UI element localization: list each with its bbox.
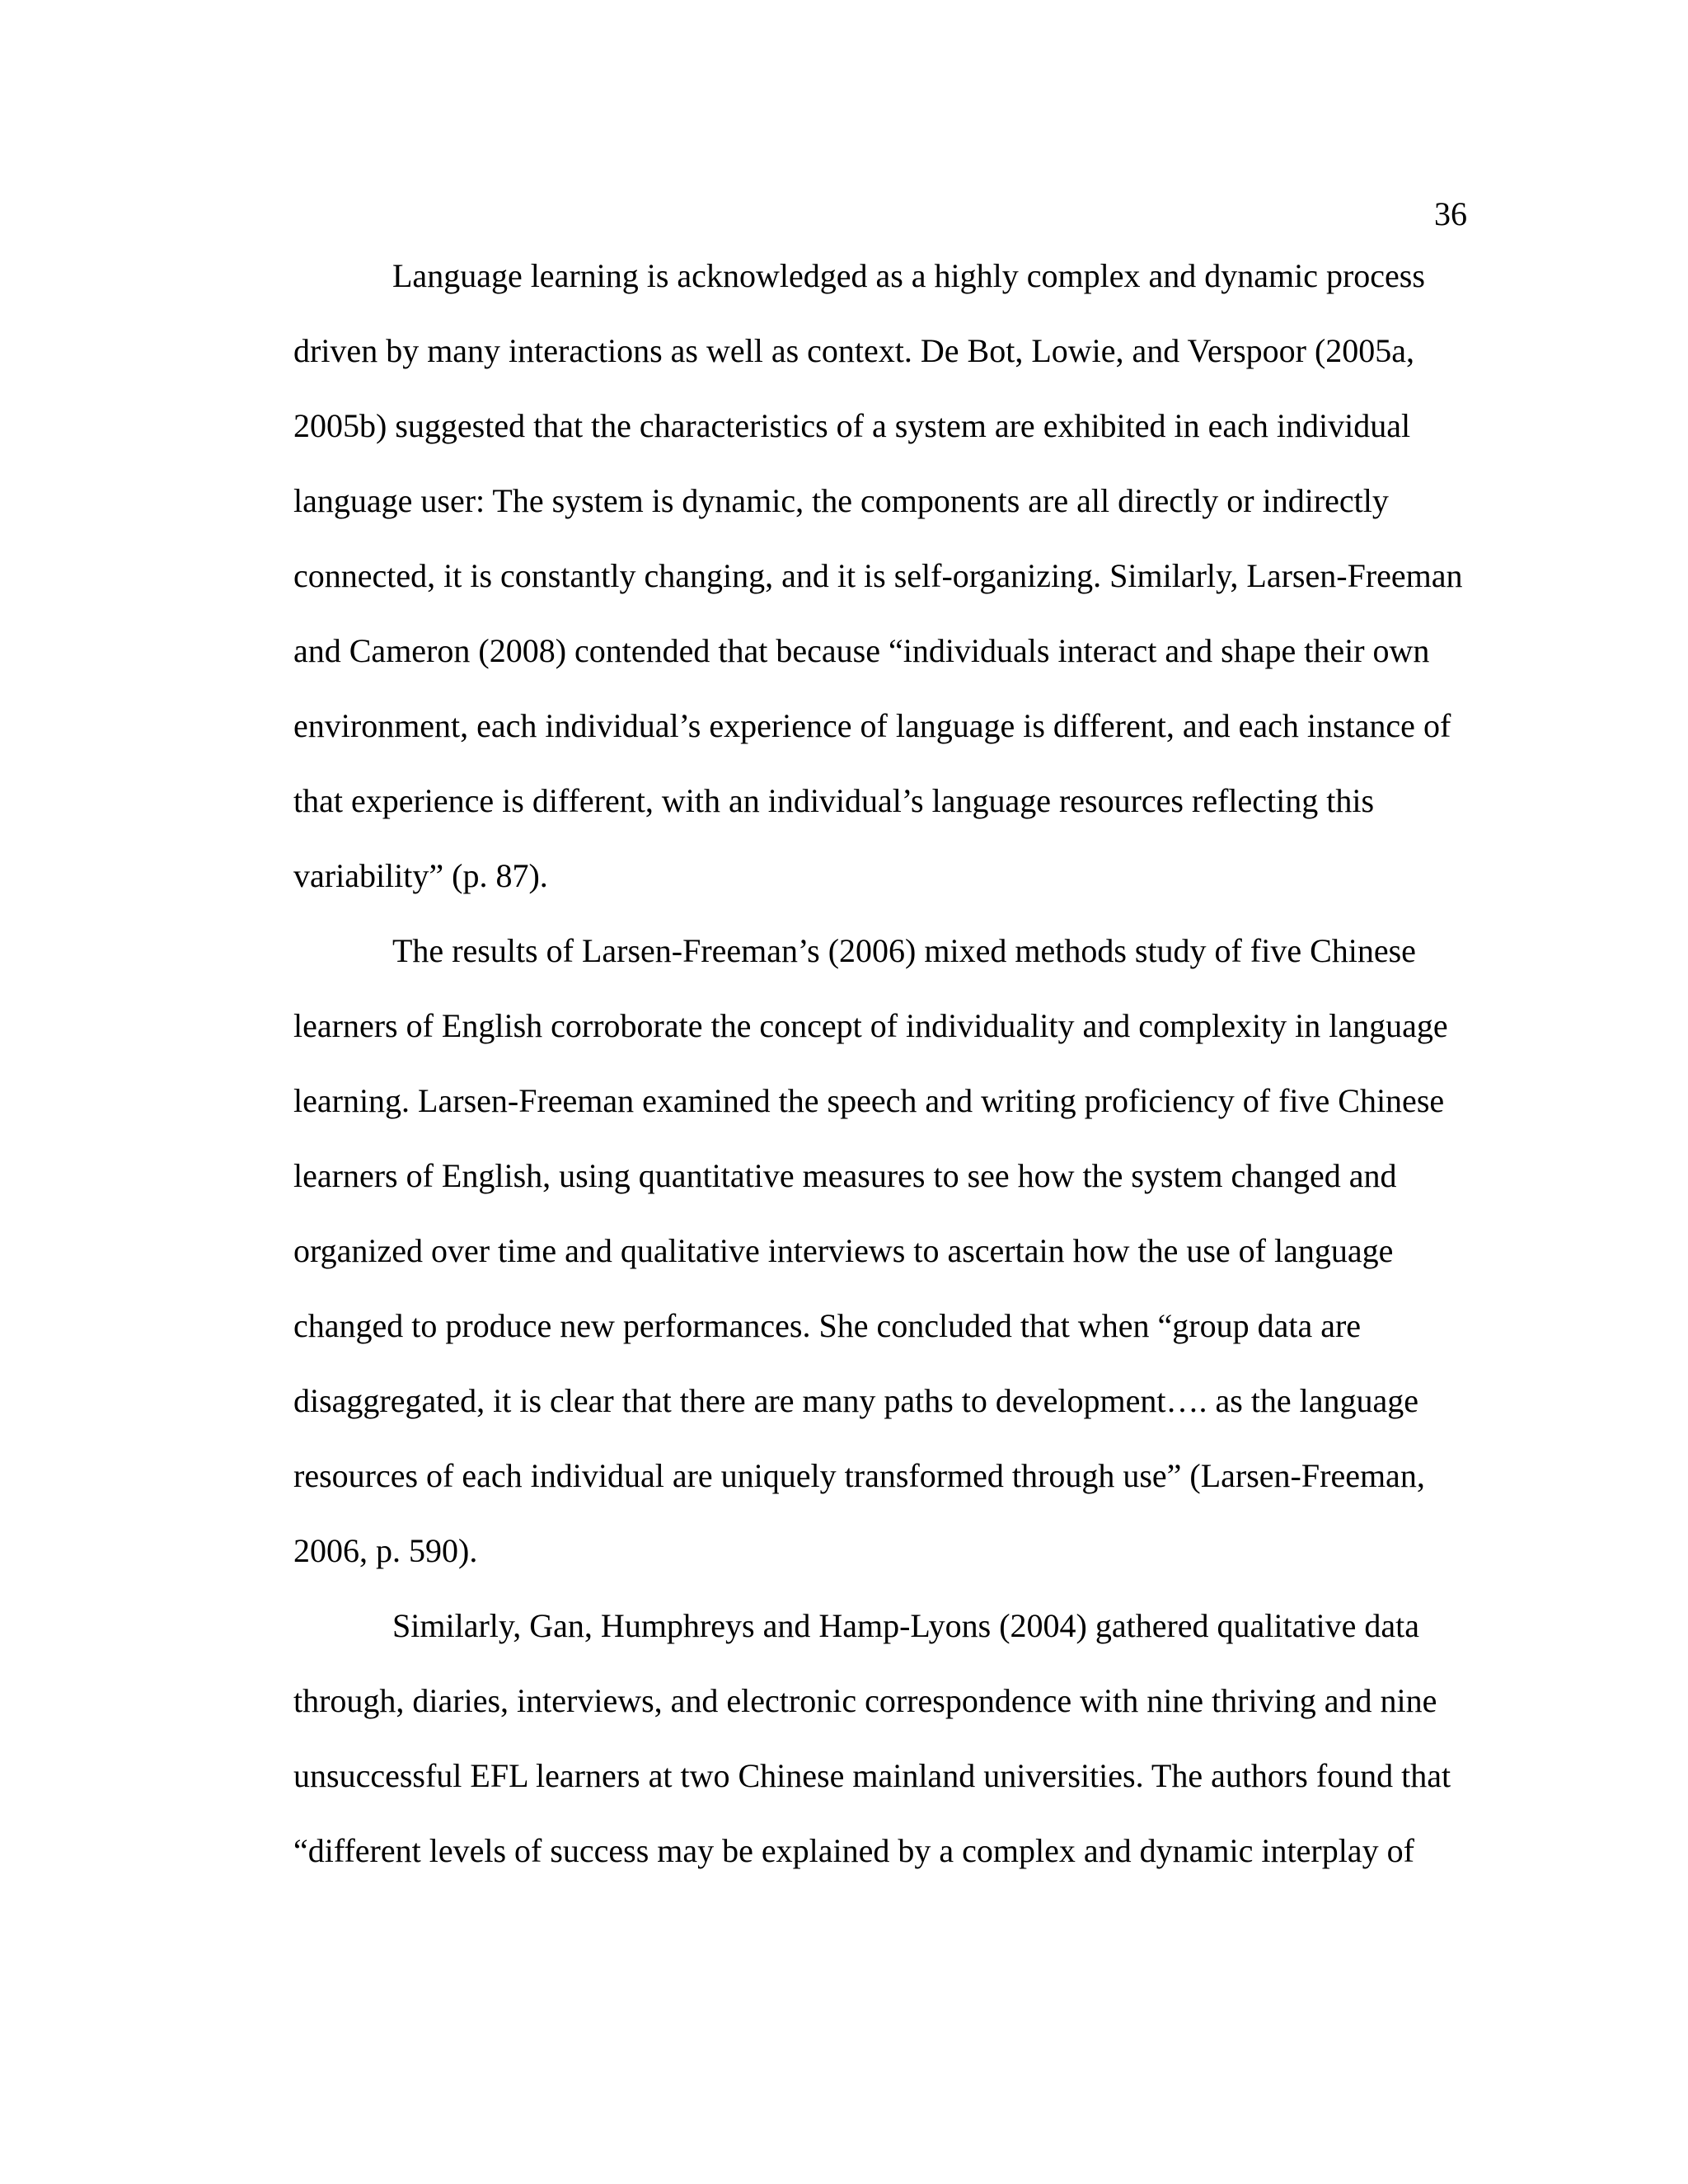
page-number: 36 [1434,195,1467,232]
text-line: “different levels of success may be explained by a complex and dynamic interplay of [293,1832,1414,1869]
text-line: connected, it is constantly changing, and it is self-organizing. Similarly, Larsen-Freeman [293,557,1463,594]
text-line: variability” (p. 87). [293,857,548,894]
text-line: and Cameron (2008) contended that because “individuals interact and shape their own [293,632,1430,669]
text-line: environment, each individual’s experience of language is different, and each instance of [293,707,1451,744]
paragraph-2 [293,931,1472,1606]
text-line: Language learning is acknowledged as a highly complex and dynamic process [392,257,1425,294]
text-line: changed to produce new performances. She concluded that when “group data are [293,1307,1362,1344]
text-line: Similarly, Gan, Humphreys and Hamp-Lyons (2004) gathered qualitative data [392,1607,1419,1644]
text-line: that experience is different, with an individual’s language resources reflecting this [293,782,1375,819]
text-line: 2005b) suggested that the characteristics of a system are exhibited in each individual [293,407,1411,444]
text-line: disaggregated, it is clear that there are many paths to development…. as the language [293,1382,1419,1419]
text-line: learners of English, using quantitative measures to see how the system changed and [293,1157,1397,1194]
text-line: unsuccessful EFL learners at two Chinese mainland universities. The authors found that [293,1757,1451,1794]
text-line: driven by many interactions as well as context. De Bot, Lowie, and Verspoor (2005a, [293,332,1415,369]
text-line: learning. Larsen-Freeman examined the speech and writing proficiency of five Chinese [293,1082,1445,1119]
text-line: through, diaries, interviews, and electronic correspondence with nine thriving and nine [293,1682,1437,1719]
text-line: language user: The system is dynamic, the components are all directly or indirectly [293,482,1389,519]
text-line: 2006, p. 590). [293,1532,478,1569]
text-line: organized over time and qualitative interviews to ascertain how the use of language [293,1232,1394,1269]
text-line: learners of English corroborate the concept of individuality and complexity in language [293,1007,1448,1044]
paragraph-3 [293,1606,1472,1906]
paragraph-1 [293,256,1472,931]
body-text [293,256,1472,1906]
text-line: resources of each individual are uniquely transformed through use” (Larsen-Freeman, [293,1457,1425,1494]
text-line: The results of Larsen-Freeman’s (2006) mixed methods study of five Chinese [392,932,1416,969]
